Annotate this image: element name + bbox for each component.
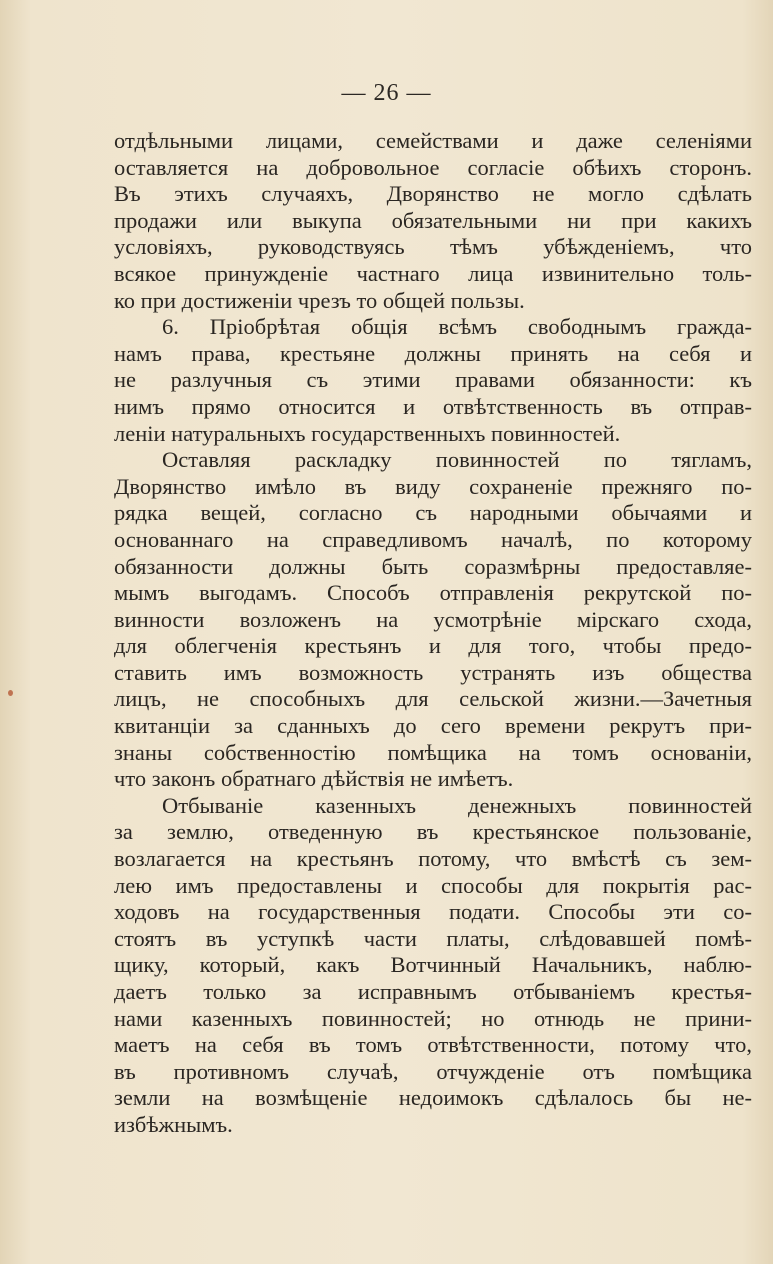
text-line: за землю, отведенную въ крестьянское пользованіе, — [114, 819, 752, 845]
text-line: ходовъ на государственныя подати. Способы эти со- — [114, 899, 752, 925]
text-line: условіяхъ, руководствуясь тѣмъ убѣжденіемъ, что — [114, 234, 752, 260]
text-line: въ противномъ случаѣ, отчужденіе отъ помѣщика — [114, 1058, 752, 1084]
text-line: даетъ только за исправнымъ отбываніемъ крестья- — [114, 979, 752, 1004]
text-line: всякое принужденіе частнаго лица извинительно толь- — [114, 260, 752, 286]
text-line: ко при достиженіи чрезъ то общей пользы. — [114, 287, 525, 313]
text-line: стоятъ въ уступкѣ части платы, слѣдовавшей помѣ- — [114, 925, 752, 951]
text-line: квитанціи за сданныхъ до сего времени рекрутъ при- — [114, 713, 752, 739]
text-line: отдѣльными лицами, семействами и даже селеніями — [114, 128, 752, 153]
text-line: маетъ на себя въ томъ отвѣтственности, потому что, — [114, 1032, 752, 1058]
text-line: 6. Пріобрѣтая общія всѣмъ свободнымъ гражда- — [162, 314, 752, 340]
text-line: для облегченія крестьянъ и для того, чтобы предо- — [114, 633, 752, 659]
text-line: Въ этихъ случаяхъ, Дворянство не могло сдѣлать — [114, 181, 752, 207]
page-body-text — [114, 128, 752, 1139]
text-line: Оставляя раскладку повинностей по тягламъ, — [162, 447, 752, 473]
text-line: леніи натуральныхъ государственныхъ повинностей. — [114, 420, 621, 446]
text-line: оставляется на добровольное согласіе обѣихъ сторонъ. — [114, 154, 752, 180]
paragraph — [114, 128, 752, 314]
page-number: — 26 — — [341, 80, 432, 106]
text-line: лею имъ предоставлены и способы для покрытія рас- — [114, 872, 752, 898]
ink-speck — [8, 690, 13, 696]
text-line: избѣжнымъ. — [114, 1111, 233, 1137]
text-line: не разлучныя съ этими правами обязанности: къ — [114, 367, 752, 393]
text-line: нами казенныхъ повинностей; но отнюдь не прини- — [114, 1005, 752, 1031]
text-line: нимъ прямо относится и отвѣтственность въ отправ- — [114, 393, 752, 419]
text-line: щику, который, какъ Вотчинный Начальникъ, наблю- — [114, 952, 752, 978]
paragraph — [114, 793, 752, 1139]
text-line: продажи или выкупа обязательными ни при какихъ — [114, 207, 752, 233]
text-line: знаны собственностію помѣщика на томъ основаніи, — [114, 739, 752, 765]
text-line: земли на возмѣщеніе недоимокъ сдѣлалось бы не- — [114, 1085, 752, 1111]
paragraph — [114, 447, 752, 793]
text-line: рядка вещей, согласно съ народными обычаями и — [114, 500, 752, 526]
text-line: что законъ обратнаго дѣйствія не имѣетъ. — [114, 766, 514, 792]
paragraph — [114, 314, 752, 447]
text-line: мымъ выгодамъ. Способъ отправленія рекрутской по- — [114, 580, 752, 606]
text-line: винности возложенъ на усмотрѣніе мірскаго схода, — [114, 606, 752, 632]
text-line: ставить имъ возможность устранять изъ общества — [114, 659, 752, 685]
text-line: возлагается на крестьянъ потому, что вмѣстѣ съ зем- — [114, 846, 752, 872]
text-line: лицъ, не способныхъ для сельской жизни.—Зачетныя — [114, 686, 752, 712]
text-line: основаннаго на справедливомъ началѣ, по которому — [114, 526, 752, 552]
text-line: Дворянство имѣло въ виду сохраненіе прежняго по- — [114, 473, 752, 499]
text-line: намъ права, крестьяне должны принять на себя и — [114, 340, 752, 366]
text-line: Отбываніе казенныхъ денежныхъ повинностей — [162, 792, 752, 818]
text-line: обязанности должны быть соразмѣрны предоставляе- — [114, 553, 752, 579]
